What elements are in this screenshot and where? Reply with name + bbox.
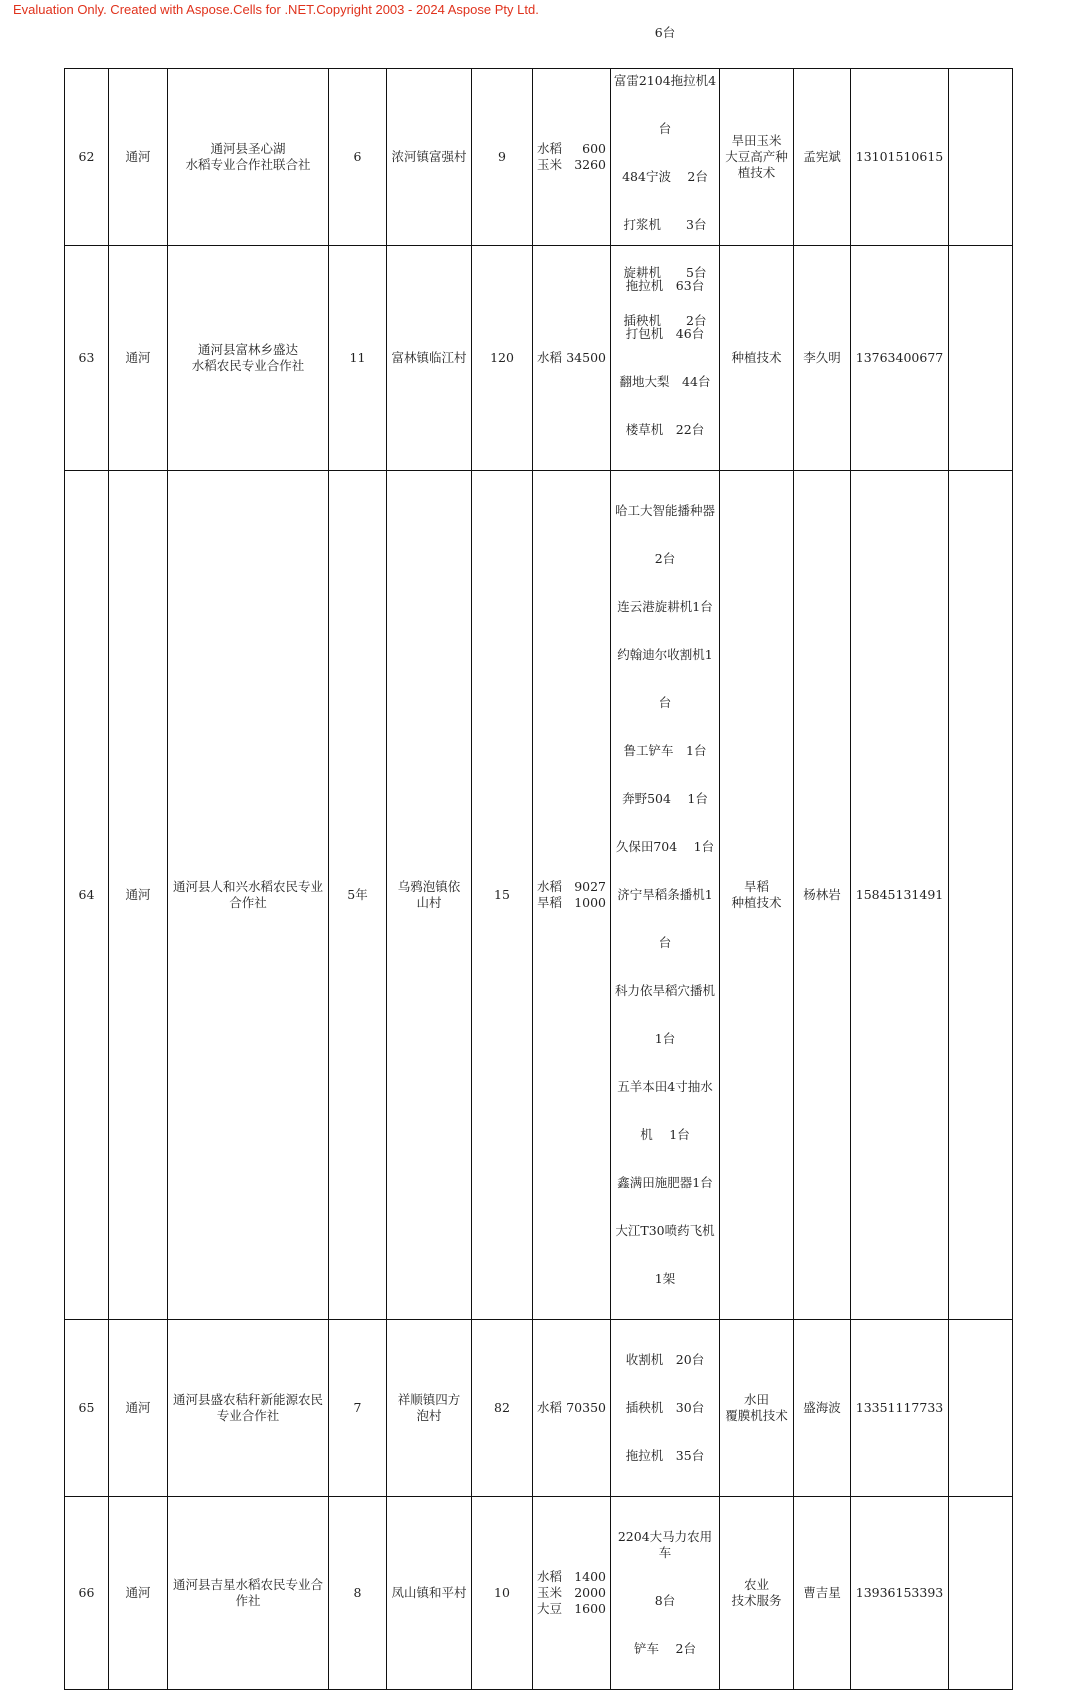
contact-cell: 孟宪斌 xyxy=(794,69,851,246)
table-row xyxy=(65,1320,1013,1497)
row-number: 62 xyxy=(65,69,109,246)
households-cell: 82 xyxy=(472,1320,533,1497)
crop-area-cell: 水稻 70350 xyxy=(533,1320,611,1497)
county-cell: 通河 xyxy=(109,471,168,1320)
village-cell: 浓河镇富强村 xyxy=(387,69,472,246)
coop-name-cell: 通河县圣心湖 水稻专业合作社联合社 xyxy=(168,69,329,246)
county-cell: 通河 xyxy=(109,1320,168,1497)
phone-cell: 13763400677 xyxy=(851,246,949,471)
table-row xyxy=(65,246,1013,471)
households-cell: 120 xyxy=(472,246,533,471)
machinery-cell: 拖拉机 63台 打包机 46台 翻地大梨 44台 楼草机 22台 xyxy=(611,246,720,471)
contact-cell: 李久明 xyxy=(794,246,851,471)
coop-name-cell: 通河县富林乡盛达 水稻农民专业合作社 xyxy=(168,246,329,471)
machinery-cell: 6台 富雷2104拖拉机4 台 484宁波 2台 打浆机 3台 旋耕机 5台 插秧机 2台 xyxy=(611,69,720,246)
empty-cell xyxy=(949,246,1013,471)
phone-cell: 15845131491 xyxy=(851,471,949,1320)
contact-cell: 曹吉星 xyxy=(794,1497,851,1690)
technology-cell: 旱稻 种植技术 xyxy=(720,471,794,1320)
crop-area-cell: 水稻 9027 旱稻 1000 xyxy=(533,471,611,1320)
spreadsheet-table xyxy=(64,24,1013,1690)
watermark-text: Evaluation Only. Created with Aspose.Cells for .NET.Copyright 2003 - 2024 Aspose Pty Ltd. xyxy=(13,2,539,17)
phone-cell: 13351117733 xyxy=(851,1320,949,1497)
machinery-cell: 收割机 20台 插秧机 30台 拖拉机 35台 xyxy=(611,1320,720,1497)
village-cell: 凤山镇和平村 xyxy=(387,1497,472,1690)
empty-cell xyxy=(949,1497,1013,1690)
members-cell: 11 xyxy=(329,246,387,471)
contact-cell: 杨林岩 xyxy=(794,471,851,1320)
households-cell: 15 xyxy=(472,471,533,1320)
crop-area-cell: 水稻 600 玉米 3260 xyxy=(533,69,611,246)
county-cell: 通河 xyxy=(109,69,168,246)
village-cell: 祥顺镇四方泡村 xyxy=(387,1320,472,1497)
phone-cell: 13936153393 xyxy=(851,1497,949,1690)
technology-cell: 旱田玉米 大豆高产种 植技术 xyxy=(720,69,794,246)
members-cell: 5年 xyxy=(329,471,387,1320)
village-cell: 富林镇临江村 xyxy=(387,246,472,471)
crop-area-cell: 水稻 34500 xyxy=(533,246,611,471)
county-cell: 通河 xyxy=(109,1497,168,1690)
row-number: 66 xyxy=(65,1497,109,1690)
row-number: 65 xyxy=(65,1320,109,1497)
contact-cell: 盛海波 xyxy=(794,1320,851,1497)
machinery-cell: 哈工大智能播种器 2台 连云港旋耕机1台 约翰迪尔收割机1 台 鲁工铲车 1台 奔野504 1台 久保田704 1台 济宁旱稻条播机1 台 科力依旱稻穴播机 1台 五羊本田4寸抽水 机 1台 鑫满田施肥器1台 大江T30喷药飞机 1架 xyxy=(611,471,720,1320)
machinery-cell: 2204大马力农用车 8台 铲车 2台 xyxy=(611,1497,720,1690)
table-row xyxy=(65,471,1013,1320)
table-row xyxy=(65,1497,1013,1690)
households-cell: 9 xyxy=(472,69,533,246)
row-number: 63 xyxy=(65,246,109,471)
members-cell: 8 xyxy=(329,1497,387,1690)
phone-cell: 13101510615 xyxy=(851,69,949,246)
technology-cell: 种植技术 xyxy=(720,246,794,471)
members-cell: 7 xyxy=(329,1320,387,1497)
empty-cell xyxy=(949,471,1013,1320)
village-cell: 乌鸦泡镇依山村 xyxy=(387,471,472,1320)
households-cell: 10 xyxy=(472,1497,533,1690)
coop-name-cell: 通河县吉星水稻农民专业合 作社 xyxy=(168,1497,329,1690)
table-row xyxy=(65,69,1013,246)
technology-cell: 农业 技术服务 xyxy=(720,1497,794,1690)
county-cell: 通河 xyxy=(109,246,168,471)
technology-cell: 水田 覆膜机技术 xyxy=(720,1320,794,1497)
coop-name-cell: 通河县人和兴水稻农民专业 合作社 xyxy=(168,471,329,1320)
empty-cell xyxy=(949,1320,1013,1497)
row-number: 64 xyxy=(65,471,109,1320)
crop-area-cell: 水稻 1400 玉米 2000 大豆 1600 xyxy=(533,1497,611,1690)
coop-name-cell: 通河县盛农秸秆新能源农民 专业合作社 xyxy=(168,1320,329,1497)
members-cell: 6 xyxy=(329,69,387,246)
empty-cell xyxy=(949,69,1013,246)
